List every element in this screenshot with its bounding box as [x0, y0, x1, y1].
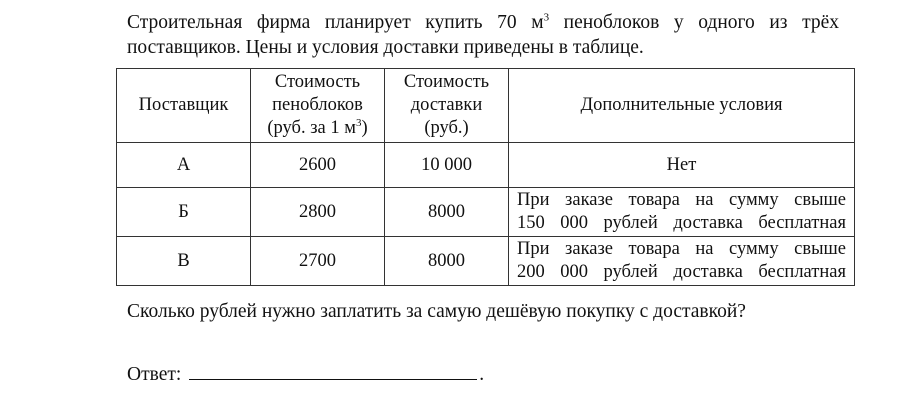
- intro-cube-superscript: 3: [543, 11, 550, 24]
- table-header-row: [117, 69, 855, 143]
- header-block-cost-line3: [267, 118, 367, 138]
- header-block-cost-line1: Стоимость: [274, 72, 361, 92]
- cell-supplier: В: [117, 237, 251, 286]
- cell-delivery-cost: 10 000: [385, 143, 509, 188]
- condition-line: При заказе товара на сумму свыше: [517, 239, 846, 259]
- condition-line: 150 000 рублей доставка бесплатная: [517, 213, 846, 233]
- task-question: Сколько рублей нужно заплатить за самую дешёвую покупку с доставкой?: [127, 301, 746, 322]
- intro-text-end: пеноблоков у одного из трёх поставщиков. Цены и условия доставки приведены в таблице.: [127, 12, 839, 58]
- table-row: [117, 143, 855, 188]
- cell-conditions: [509, 143, 855, 188]
- task-intro: [127, 10, 839, 60]
- suppliers-table: [116, 68, 855, 286]
- table-row: [117, 188, 855, 237]
- condition-line: Нет: [666, 154, 697, 175]
- cell-conditions: [509, 188, 855, 237]
- header-delivery-line3: (руб.): [424, 118, 469, 138]
- intro-text-start: Строительная фирма планирует купить 70 м: [127, 12, 544, 33]
- answer-blank-field[interactable]: [189, 361, 477, 380]
- cell-block-cost: 2800: [251, 188, 385, 237]
- condition-line: При заказе товара на сумму свыше: [517, 190, 846, 210]
- header-conditions: Дополнительные условия: [509, 69, 855, 143]
- cell-delivery-cost: 8000: [385, 237, 509, 286]
- cell-supplier: Б: [117, 188, 251, 237]
- answer-period: .: [479, 364, 485, 385]
- cell-conditions: [509, 237, 855, 286]
- header-block-cost-unit: (руб. за 1 м: [267, 118, 356, 138]
- cell-block-cost: 2700: [251, 237, 385, 286]
- header-block-cost-superscript: 3: [355, 116, 362, 129]
- header-block-cost-close: ): [361, 118, 368, 138]
- cell-supplier: А: [117, 143, 251, 188]
- header-delivery-line2: доставки: [410, 95, 483, 115]
- table-row: [117, 237, 855, 286]
- condition-line: 200 000 рублей доставка бесплатная: [517, 262, 846, 282]
- header-delivery-cost: [385, 69, 509, 143]
- cell-delivery-cost: 8000: [385, 188, 509, 237]
- header-supplier: Поставщик: [117, 69, 251, 143]
- answer-block: [127, 361, 484, 387]
- header-block-cost: [251, 69, 385, 143]
- header-delivery-line1: Стоимость: [403, 72, 490, 92]
- header-block-cost-line2: пеноблоков: [272, 95, 363, 115]
- cell-block-cost: 2600: [251, 143, 385, 188]
- answer-label: Ответ:: [127, 364, 182, 385]
